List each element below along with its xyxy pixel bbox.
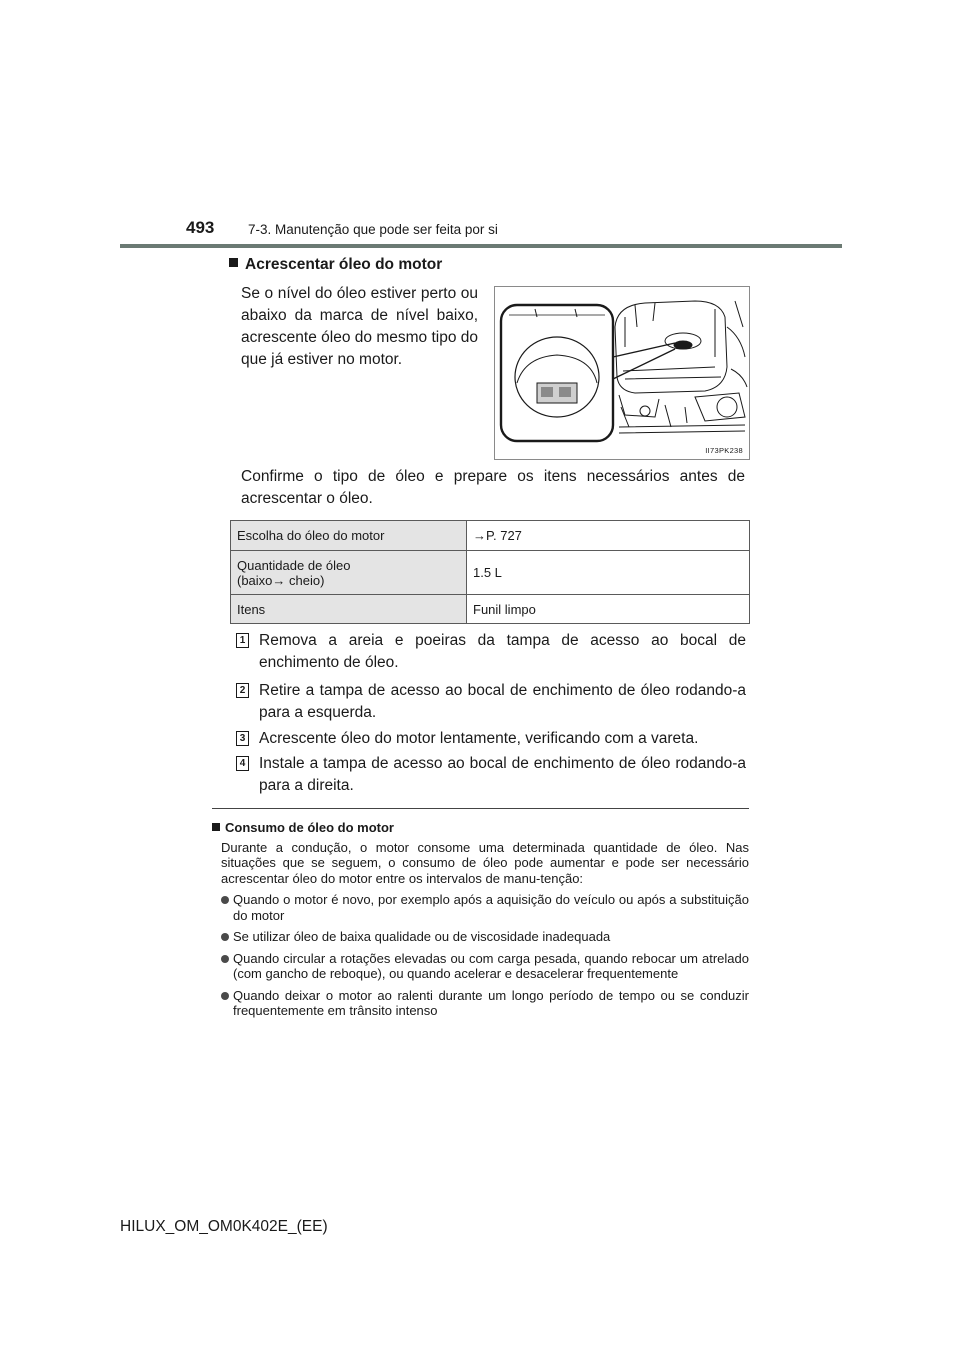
step-item <box>236 630 746 674</box>
note-paragraph: Durante a condução, o motor consome uma determinada quantidade de óleo. Nas situações que se seguem, o consumo de óleo pode aumentar e pode ser necessário acrescentar óleo do motor entre os intervalos de manu-tenção: <box>221 839 749 886</box>
list-item-text: Quando deixar o motor ao ralenti durante um longo período de tempo ou se conduzir frequentemente em trânsito intenso <box>233 987 749 1018</box>
intro-paragraph: Se o nível do óleo estiver perto ou abaixo da marca de nível baixo, acrescente óleo do mesmo tipo do que já estiver no motor. <box>241 285 478 368</box>
table-label: Itens <box>231 595 467 624</box>
note-block <box>212 820 749 1019</box>
step-text: Acrescente óleo do motor lentamente, verificando com a vareta. <box>259 730 699 747</box>
table-row <box>231 595 750 624</box>
table-label-line: Quantidade de óleo <box>237 557 351 573</box>
list-item <box>221 951 749 982</box>
table-row <box>231 521 750 551</box>
document-code: HILUX_OM_OM0K402E_(EE) <box>120 1218 328 1235</box>
page-number: 493 <box>186 218 215 237</box>
step-item <box>236 728 746 750</box>
section-heading <box>229 256 442 274</box>
list-item <box>221 988 749 1019</box>
step-number: 1 <box>236 633 249 648</box>
step-text: Retire a tampa de acesso ao bocal de enchimento de óleo rodando-a para a esquerda. <box>259 682 746 721</box>
square-bullet-icon <box>229 258 238 267</box>
step-text: Remova a areia e poeiras da tampa de acesso ao bocal de enchimento de óleo. <box>259 632 746 671</box>
note-title <box>212 820 749 836</box>
table-label: Escolha do óleo do motor <box>231 521 467 551</box>
step-item <box>236 753 746 797</box>
table-value: →P. 727 <box>467 521 750 551</box>
step-item <box>236 680 746 724</box>
bullet-dot-icon <box>221 992 229 1000</box>
square-bullet-icon <box>212 823 220 831</box>
engine-oil-cap-illustration <box>494 286 750 460</box>
bullet-dot-icon <box>221 955 229 963</box>
table-value: 1.5 L <box>467 551 750 595</box>
table-label-line: (baixo→ cheio) <box>237 572 325 588</box>
note-title-text: Consumo de óleo do motor <box>225 820 394 835</box>
list-item <box>221 929 749 945</box>
list-item-text: Quando circular a rotações elevadas ou com carga pesada, quando rebocar um atrelado (com gancho de reboque), ou quando acelerar e desacelerar frequentemente <box>233 950 749 981</box>
section-heading-text: Acrescentar óleo do motor <box>245 256 443 273</box>
step-number: 2 <box>236 683 249 698</box>
table-value: Funil limpo <box>467 595 750 624</box>
confirm-paragraph: Confirme o tipo de óleo e prepare os itens necessários antes de acrescentar o óleo. <box>241 468 745 507</box>
table-label <box>231 551 467 595</box>
oil-spec-table <box>230 520 750 624</box>
bullet-dot-icon <box>221 933 229 941</box>
section-divider <box>212 808 749 809</box>
bullet-dot-icon <box>221 896 229 904</box>
header-rule <box>120 244 842 248</box>
step-number: 3 <box>236 731 249 746</box>
list-item <box>221 892 749 923</box>
table-row <box>231 551 750 595</box>
section-title: 7-3. Manutenção que pode ser feita por si <box>248 222 498 237</box>
list-item-text: Se utilizar óleo de baixa qualidade ou de viscosidade inadequada <box>233 929 611 944</box>
figure-code: II73PK238 <box>705 446 743 455</box>
step-text: Instale a tampa de acesso ao bocal de enchimento de óleo rodando-a para a direita. <box>259 755 746 794</box>
step-number: 4 <box>236 756 249 771</box>
list-item-text: Quando o motor é novo, por exemplo após a aquisição do veículo ou após a substituição do motor <box>233 892 749 923</box>
